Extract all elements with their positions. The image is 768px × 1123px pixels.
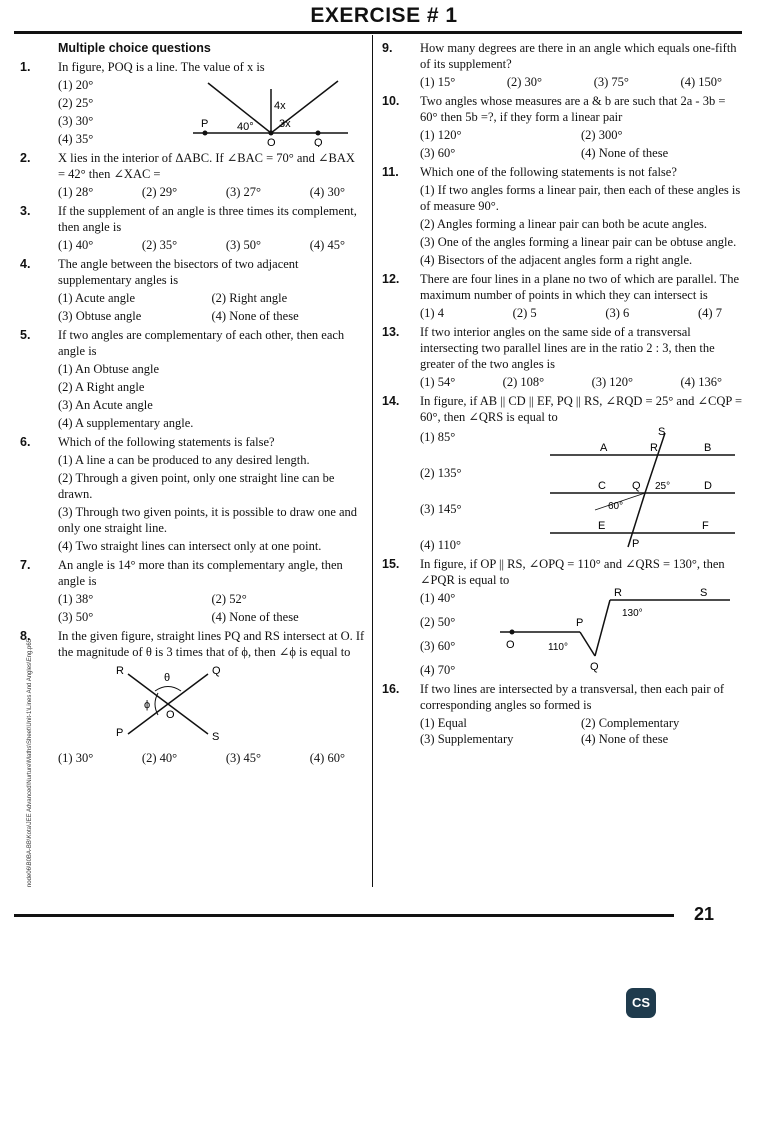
option-2[interactable]: (2) 52°	[211, 592, 247, 606]
option-1[interactable]: (1) 85°	[420, 430, 456, 444]
right-column	[382, 40, 742, 747]
option-2[interactable]: (2) 5	[512, 306, 537, 320]
question-text: In figure, POQ is a line. The value of x is	[58, 60, 265, 74]
label-d: D	[704, 480, 712, 492]
label-a: A	[600, 442, 608, 454]
option-4[interactable]: (4) 60°	[309, 751, 345, 765]
label-4x: 4x	[274, 100, 286, 112]
question-number: 5.	[20, 328, 31, 342]
label-3x: 3x	[279, 118, 291, 130]
question-6	[20, 434, 365, 554]
option-3[interactable]: (3) 60°	[420, 639, 456, 653]
option-2[interactable]: (2) A Right angle	[58, 380, 145, 394]
option-1[interactable]: (1) 4	[420, 306, 444, 320]
option-3[interactable]: (3) Through two given points, it is possible to draw one and only one straight line.	[58, 505, 358, 535]
option-3[interactable]: (3) 120°	[591, 375, 634, 389]
question-text: In the given figure, straight lines PQ and RS intersect at O. If the magnitude of θ is 3 times that of ϕ, then ∠ϕ is equal to	[58, 629, 365, 659]
option-3[interactable]: (3) An Acute angle	[58, 398, 153, 412]
question-number: 10.	[382, 94, 400, 108]
option-3[interactable]: (3) Supplementary	[420, 732, 514, 746]
label-p: P	[576, 617, 584, 629]
left-column	[20, 40, 365, 766]
option-2[interactable]: (2) Right angle	[211, 291, 288, 305]
option-4[interactable]: (4) 136°	[680, 375, 722, 389]
option-4[interactable]: (4) None of these	[211, 309, 299, 323]
question-1	[20, 59, 365, 147]
label-b: B	[704, 442, 712, 454]
option-1[interactable]: (1) 120°	[420, 128, 462, 142]
option-1[interactable]: (1) 54°	[420, 375, 456, 389]
question-number: 12.	[382, 272, 400, 286]
option-4[interactable]: (4) 45°	[309, 238, 345, 252]
section-title: Multiple choice questions	[58, 41, 211, 55]
page-title: EXERCISE # 1	[310, 4, 458, 27]
question-8	[20, 628, 365, 766]
file-path-sidebar: node06\B0BA-BB\Kota\JEE Advanced\Nurture\Maths\Sheet\Unit-1\Lines And Angles\Eng.p65	[27, 638, 33, 888]
label-q: Q	[314, 137, 323, 147]
question-text: An angle is 14° more than its complementary angle, then angle is	[58, 558, 343, 588]
question-text: If two lines are intersected by a transversal, then each pair of corresponding angles so formed is	[420, 682, 725, 712]
label-40: 40°	[237, 121, 254, 133]
option-1[interactable]: (1) A line a can be produced to any desired length.	[58, 453, 310, 467]
label-q: Q	[632, 480, 641, 492]
label-o: O	[267, 137, 276, 147]
label-r: R	[614, 588, 622, 599]
question-7	[20, 557, 365, 625]
option-4[interactable]: (4) None of these	[581, 732, 669, 746]
label-f: F	[702, 520, 709, 532]
option-2[interactable]: (2) 30°	[506, 75, 543, 89]
question-text: The angle between the bisectors of two adjacent supplementary angles is	[58, 257, 299, 287]
question-14	[382, 393, 742, 553]
question-5	[20, 327, 365, 431]
question-number: 1.	[20, 60, 31, 74]
label-s: S	[700, 588, 708, 599]
option-3[interactable]: (3) 75°	[593, 75, 629, 89]
option-1[interactable]: (1) 38°	[58, 592, 94, 606]
label-s: S	[212, 731, 220, 743]
question-12	[382, 271, 742, 321]
label-25: 25°	[655, 481, 671, 492]
label-q: Q	[212, 665, 221, 677]
option-2[interactable]: (2) 40°	[141, 751, 178, 765]
question-number: 14.	[382, 394, 400, 408]
question-number: 13.	[382, 325, 400, 339]
option-4[interactable]: (4) Bisectors of the adjacent angles form a right angle.	[420, 253, 693, 267]
question-2	[20, 150, 365, 200]
option-1[interactable]: (1) Acute angle	[58, 291, 136, 305]
option-1[interactable]: (1) 30°	[58, 751, 94, 765]
option-1[interactable]: (1) 40°	[58, 238, 94, 252]
page-number: 21	[694, 904, 715, 924]
option-4[interactable]: (4) 150°	[680, 75, 722, 89]
option-3[interactable]: (3) One of the angles forming a linear pair can be obtuse angle.	[420, 235, 737, 249]
label-p: P	[632, 538, 640, 550]
option-4[interactable]: (4) 110°	[420, 538, 461, 552]
option-2[interactable]: (2) 50°	[420, 615, 456, 629]
question-number: 2.	[20, 151, 31, 165]
question-text: X lies in the interior of ΔABC. If ∠BAC = 70° and ∠BAX = 42° then ∠XAC =	[58, 151, 355, 181]
question-15	[382, 556, 742, 678]
option-2[interactable]: (2) 35°	[141, 238, 178, 252]
question-number: 7.	[20, 558, 31, 572]
question-number: 16.	[382, 682, 400, 696]
option-2[interactable]: (2) 300°	[581, 128, 623, 142]
question-10	[382, 93, 742, 161]
option-2[interactable]: (2) 29°	[141, 185, 178, 199]
question-text: How many degrees are there in an angle which equals one-fifth of its supplement?	[420, 41, 737, 71]
option-1[interactable]: (1) An Obtuse angle	[58, 362, 160, 376]
question-number: 4.	[20, 257, 31, 271]
label-e: E	[598, 520, 606, 532]
figure-q8-intersecting-lines	[58, 660, 358, 748]
question-11	[382, 164, 742, 268]
option-2[interactable]: (2) 135°	[420, 466, 462, 480]
option-4[interactable]: (4) Two straight lines can intersect only at one point.	[58, 539, 322, 553]
figure-q14-parallel-lines	[510, 425, 740, 553]
question-text: Which of the following statements is false?	[58, 435, 275, 449]
question-number: 9.	[382, 41, 393, 55]
option-4[interactable]: (4) 30°	[309, 185, 345, 199]
option-2[interactable]: (2) 108°	[502, 375, 545, 389]
label-60: 60°	[608, 501, 624, 512]
camscanner-logo: CS	[626, 988, 656, 1018]
option-3[interactable]: (3) 50°	[58, 610, 94, 624]
label-p: P	[201, 118, 209, 130]
option-3[interactable]: (3) 27°	[225, 185, 262, 199]
option-3[interactable]: (3) 45°	[225, 751, 262, 765]
question-text: In figure, if OP || RS, ∠OPQ = 110° and ∠QRS = 130°, then ∠PQR is equal to	[420, 557, 725, 587]
option-1[interactable]: (1) 40°	[420, 591, 456, 605]
option-3[interactable]: (3) 6	[605, 306, 630, 320]
option-4[interactable]: (4) 35°	[58, 132, 94, 146]
label-phi: ϕ	[144, 699, 151, 711]
label-130: 130°	[622, 608, 643, 619]
figure-q1-angles	[153, 75, 353, 147]
option-4[interactable]: (4) 70°	[420, 663, 456, 677]
figure-q15-angles	[490, 588, 740, 676]
option-3[interactable]: (3) 60°	[420, 146, 456, 160]
option-2[interactable]: (2) 25°	[58, 96, 94, 110]
option-3[interactable]: (3) 50°	[225, 238, 262, 252]
question-16	[382, 681, 742, 747]
label-c: C	[598, 480, 606, 492]
question-text: Two angles whose measures are a & b are such that 2a - 3b = 60° then 5b =?, if they form a linear pair	[420, 94, 726, 124]
option-3[interactable]: (3) Obtuse angle	[58, 309, 142, 323]
option-3[interactable]: (3) 30°	[58, 114, 94, 128]
question-3	[20, 203, 365, 253]
question-text: Which one of the following statements is not false?	[420, 165, 677, 179]
option-1[interactable]: (1) Equal	[420, 716, 467, 730]
option-4[interactable]: (4) None of these	[581, 146, 669, 160]
top-rule	[14, 31, 742, 34]
label-r: R	[650, 442, 658, 454]
option-4[interactable]: (4) None of these	[211, 610, 299, 624]
option-1[interactable]: (1) If two angles forms a linear pair, then each of these angles is of measure 90°.	[420, 183, 741, 213]
question-4	[20, 256, 365, 324]
question-9	[382, 40, 742, 90]
option-1[interactable]: (1) 20°	[58, 78, 94, 92]
label-theta: θ	[164, 672, 171, 684]
option-2[interactable]: (2) Complementary	[581, 716, 680, 730]
question-number: 11.	[382, 165, 399, 179]
label-p: P	[116, 727, 124, 739]
question-number: 6.	[20, 435, 31, 449]
question-text: There are four lines in a plane no two of which are parallel. The maximum number of points in which they can intersect is	[420, 272, 740, 302]
question-13	[382, 324, 742, 390]
question-text: In figure, if AB || CD || EF, PQ || RS, ∠RQD = 25° and ∠CQP = 60°, then ∠QRS is equal to	[420, 394, 743, 424]
question-text: If two interior angles on the same side of a transversal intersecting two parallel lines are in the ratio 2 : 3, then the greater of the two angles is	[420, 325, 715, 371]
option-2[interactable]: (2) Angles forming a linear pair can both be acute angles.	[420, 217, 708, 231]
question-text: If two angles are complementary of each other, then each angle is	[58, 328, 345, 358]
question-number: 8.	[20, 629, 31, 643]
label-o: O	[166, 709, 175, 721]
label-s: S	[658, 426, 666, 438]
option-1[interactable]: (1) 15°	[420, 75, 456, 89]
column-divider	[372, 35, 373, 887]
option-1[interactable]: (1) 28°	[58, 185, 94, 199]
label-q: Q	[590, 661, 599, 673]
question-number: 3.	[20, 204, 31, 218]
label-110: 110°	[548, 642, 568, 653]
label-o: O	[506, 639, 515, 651]
option-4[interactable]: (4) 7	[698, 306, 722, 320]
question-number: 15.	[382, 557, 400, 571]
option-2[interactable]: (2) Through a given point, only one straight line can be drawn.	[58, 471, 335, 501]
question-text: If the supplement of an angle is three times its complement, then angle is	[58, 204, 357, 234]
bottom-rule	[14, 914, 674, 917]
option-4[interactable]: (4) A supplementary angle.	[58, 416, 194, 430]
label-r: R	[116, 665, 124, 677]
option-3[interactable]: (3) 145°	[420, 502, 462, 516]
